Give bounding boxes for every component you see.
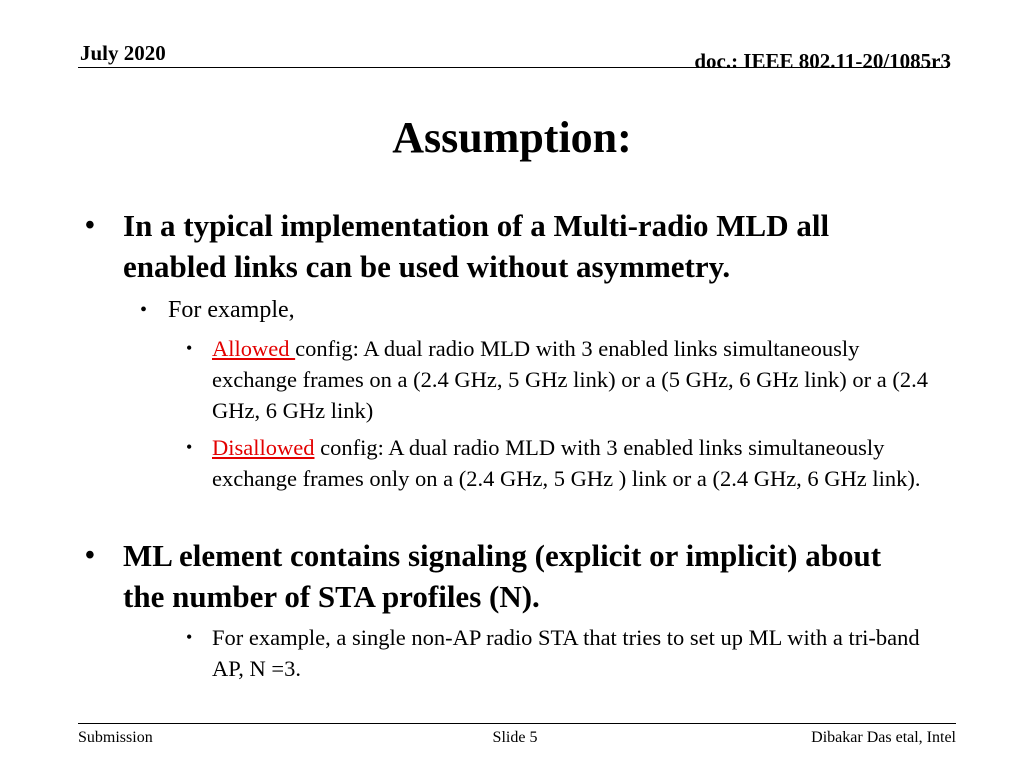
bullet-2 <box>85 535 923 617</box>
allowed-label: Allowed <box>212 336 296 361</box>
bullet-dot-icon: • <box>186 627 193 647</box>
sub-bullet-1-1-text: For example, <box>168 297 295 323</box>
subsub-bullet-1-1-text: config: A dual radio MLD with 3 enabled links simultaneously exchange frames on a (2.4 GHz, 5 GHz link) or a (5 GHz, 6 GHz link) or a (2.4 GHz, 6 GHz link) <box>212 336 929 423</box>
footer-author: Dibakar Das etal, Intel <box>811 729 956 746</box>
slide-title: Assumption: <box>392 113 632 162</box>
footer-submission: Submission <box>78 729 153 746</box>
subsub-bullet-1-2 <box>186 432 932 494</box>
subsub-bullet-2-1-text: For example, a single non-AP radio STA that tries to set up ML with a tri-band AP, N =3. <box>212 625 920 681</box>
bullet-1 <box>85 205 923 287</box>
bullet-dot-icon: • <box>85 540 95 571</box>
bullet-dot-icon: • <box>140 299 148 321</box>
subsub-bullet-2-1 <box>186 622 932 684</box>
subsub-bullet-1-2-text: config: A dual radio MLD with 3 enabled links simultaneously exchange frames only on a (2.4 GHz, 5 GHz ) link or a (2.4 GHz, 6 GHz link). <box>212 435 921 491</box>
footer-slide-number: Slide 5 <box>492 729 538 746</box>
subsub-bullet-1-1 <box>186 333 932 426</box>
bullet-dot-icon: • <box>186 338 193 358</box>
footer-divider <box>78 723 956 724</box>
bullet-1-text: In a typical implementation of a Multi-radio MLD all enabled links can be used without asymmetry. <box>123 208 830 284</box>
bullet-2-text: ML element contains signaling (explicit or implicit) about the number of STA profiles (N). <box>123 538 882 614</box>
bullet-dot-icon: • <box>186 437 193 457</box>
header-doc-id: doc.: IEEE 802.11-20/1085r3 <box>694 49 951 73</box>
disallowed-label: Disallowed <box>212 435 315 460</box>
bullet-dot-icon: • <box>85 210 95 241</box>
sub-bullet-1-1 <box>140 294 928 326</box>
header-date: July 2020 <box>80 41 166 65</box>
